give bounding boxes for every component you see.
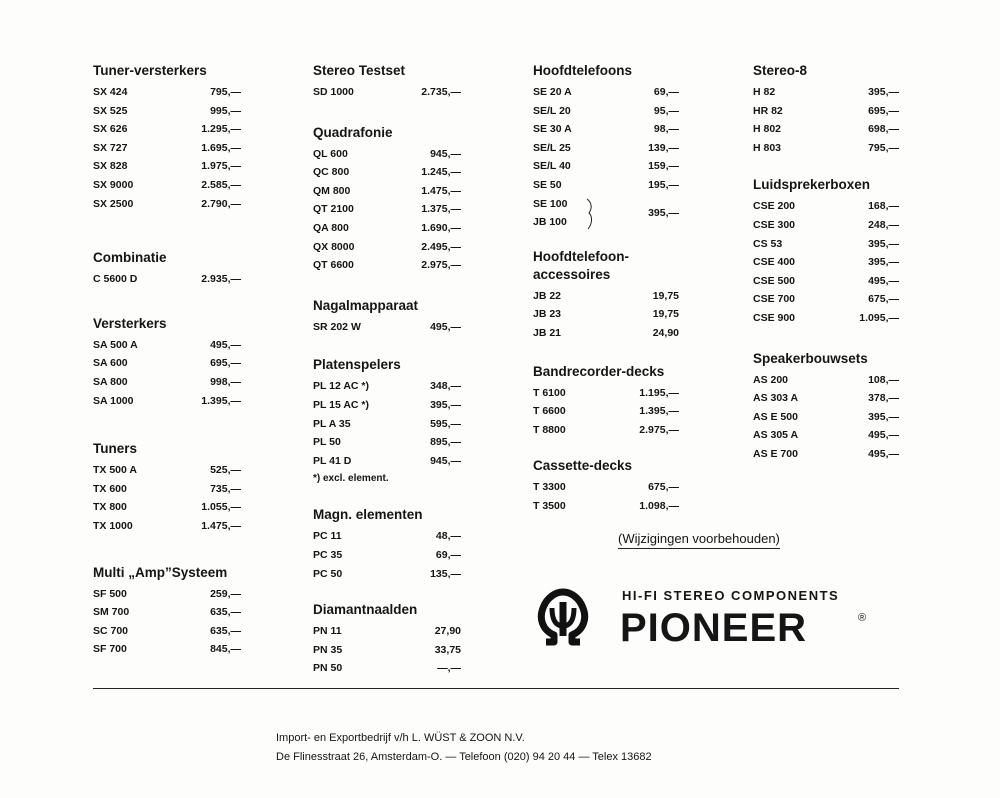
model-name: AS 200 xyxy=(753,373,789,386)
section-tuner-versterkers xyxy=(93,62,241,213)
price-row xyxy=(533,305,679,324)
price-row xyxy=(533,287,679,306)
price-row xyxy=(533,176,679,195)
section-title: Tuners xyxy=(93,441,138,457)
price: 2.935,— xyxy=(201,273,241,286)
price: 1.055,— xyxy=(201,501,241,514)
price-row xyxy=(313,546,461,565)
brand-tagline: HI-FI STEREO COMPONENTS xyxy=(622,588,840,603)
model-name: SE 20 A xyxy=(533,86,572,98)
price-row xyxy=(93,336,241,355)
price-row xyxy=(313,219,461,238)
section-cassette-decks xyxy=(533,457,679,515)
section-hoofdtelefoons xyxy=(533,62,679,232)
price: 259,— xyxy=(210,587,241,600)
model-name: TX 800 xyxy=(93,501,127,514)
price-row xyxy=(313,83,461,102)
price-row xyxy=(313,145,461,164)
price-row xyxy=(753,272,899,291)
model-name: JB 21 xyxy=(533,326,562,339)
section-title: Versterkers xyxy=(93,315,167,331)
price: 69,— xyxy=(435,548,461,561)
price: 495,— xyxy=(868,429,899,442)
column-4 xyxy=(753,62,899,486)
price-row xyxy=(93,461,241,480)
section-title: Hoofdtelefoons xyxy=(533,63,632,78)
brace-icon xyxy=(585,198,595,230)
model-name: SR 202 W xyxy=(313,320,361,333)
model-name: PC 50 xyxy=(313,567,343,580)
price: 1.295,— xyxy=(201,123,241,136)
price: 595,— xyxy=(430,417,461,430)
model-name: CSE 300 xyxy=(753,218,796,231)
section-luidsprekerboxen xyxy=(753,176,899,327)
column-3 xyxy=(533,62,679,538)
model-name: T 6100 xyxy=(533,386,566,399)
model-name: SE/L 40 xyxy=(533,160,571,173)
model-name: PN 11 xyxy=(313,625,342,638)
model-name: SX 626 xyxy=(93,123,128,136)
price: 135,— xyxy=(430,567,461,580)
price: 675,— xyxy=(868,293,899,306)
price-row xyxy=(753,445,899,464)
price: 635,— xyxy=(210,624,241,637)
price-row xyxy=(93,517,241,536)
price: 1.098,— xyxy=(639,499,679,512)
model-name: SA 800 xyxy=(93,375,128,388)
price: 1.095,— xyxy=(859,311,899,324)
model-name: H 802 xyxy=(753,123,782,136)
model-name: T 3500 xyxy=(533,499,566,512)
price-row xyxy=(313,396,461,415)
price: 525,— xyxy=(210,464,241,477)
price: 795,— xyxy=(210,86,241,98)
price: 27,90 xyxy=(434,625,461,638)
model-name: QT 2100 xyxy=(313,203,354,216)
model-name: JB 100 xyxy=(533,216,567,229)
model-name: SE 30 A xyxy=(533,123,572,136)
price-row xyxy=(93,392,241,411)
price-row xyxy=(753,197,899,216)
model-name: SF 700 xyxy=(93,643,127,656)
price: 945,— xyxy=(430,147,461,160)
model-name: QC 800 xyxy=(313,166,350,179)
section-title: Platenspelers xyxy=(313,357,401,373)
price-row xyxy=(313,641,461,660)
model-name: SD 1000 xyxy=(313,86,354,98)
model-name: CSE 700 xyxy=(753,293,796,306)
price-row xyxy=(93,176,241,195)
model-name: AS E 700 xyxy=(753,447,798,460)
price-row xyxy=(533,139,679,158)
price: 1.695,— xyxy=(201,141,241,154)
section-magn-elementen xyxy=(313,506,461,583)
price-row xyxy=(753,139,899,158)
price: 348,— xyxy=(430,380,461,393)
section-versterkers xyxy=(93,315,241,410)
section-title: Cassette-decks xyxy=(533,458,633,474)
price-row xyxy=(753,253,899,272)
price: 998,— xyxy=(210,375,241,388)
price: 195,— xyxy=(648,178,679,191)
price-row xyxy=(93,120,241,139)
model-name: SF 500 xyxy=(93,587,127,600)
price-row xyxy=(93,622,241,641)
model-name: PN 35 xyxy=(313,643,343,656)
price-row xyxy=(753,235,899,254)
model-name: SA 500 A xyxy=(93,338,138,351)
price-row xyxy=(313,659,461,678)
price: 95,— xyxy=(653,104,679,117)
model-name: PL 12 AC *) xyxy=(313,380,370,393)
price: 395,— xyxy=(868,86,899,98)
brand-wordmark: PIONEER xyxy=(620,606,808,650)
price-row xyxy=(533,120,679,139)
model-name: SE 100 xyxy=(533,197,568,210)
section-tuners xyxy=(93,440,241,535)
section-title-line1: Hoofdtelefoon- xyxy=(533,248,629,264)
price-row xyxy=(313,415,461,434)
section-title: Nagalmapparaat xyxy=(313,297,419,313)
column-1 xyxy=(93,62,241,681)
price-row xyxy=(753,120,899,139)
price: 48,— xyxy=(435,530,461,543)
model-name: AS 303 A xyxy=(753,392,799,405)
section-speakerbouwsets xyxy=(753,350,899,464)
price-row xyxy=(93,270,241,289)
price: 695,— xyxy=(210,357,241,370)
footer-importer: Import- en Exportbedrijf v/h L. WÜST & ZOON N.V. xyxy=(276,732,525,744)
price-row xyxy=(753,309,899,328)
model-name: SX 2500 xyxy=(93,197,134,210)
model-name: TX 600 xyxy=(93,482,127,495)
price-row xyxy=(313,377,461,396)
price: 1.690,— xyxy=(421,221,461,234)
model-name: PL 15 AC *) xyxy=(313,398,370,411)
price-row xyxy=(93,195,241,214)
price-row xyxy=(93,157,241,176)
group-price: 395,— xyxy=(648,206,679,219)
price-row xyxy=(93,373,241,392)
model-name: SA 600 xyxy=(93,357,128,370)
model-name: PC 11 xyxy=(313,530,342,543)
model-name: AS E 500 xyxy=(753,410,798,423)
section-title: Combinatie xyxy=(93,250,167,266)
price: 495,— xyxy=(868,447,899,460)
change-disclaimer: (Wijzigingen voorbehouden) xyxy=(618,531,780,549)
price: 395,— xyxy=(430,398,461,411)
model-name: SC 700 xyxy=(93,624,129,637)
price-row xyxy=(93,603,241,622)
model-name: TX 500 A xyxy=(93,464,137,477)
price: 33,75 xyxy=(434,643,461,656)
price-row xyxy=(93,102,241,121)
price-row xyxy=(313,565,461,584)
model-name: CSE 900 xyxy=(753,311,796,324)
model-name: CS 53 xyxy=(753,237,783,250)
price: 395,— xyxy=(868,410,899,423)
model-name: TX 1000 xyxy=(93,519,133,532)
price: 19,75 xyxy=(652,289,679,302)
price: 395,— xyxy=(868,237,899,250)
section-title: Multi „Amp”Systeem xyxy=(93,564,228,580)
price-row xyxy=(753,426,899,445)
price-row xyxy=(753,408,899,427)
model-name: T 3300 xyxy=(533,481,566,494)
model-name: SX 828 xyxy=(93,160,128,173)
section-title: Stereo Testset xyxy=(313,63,406,78)
price-row xyxy=(313,200,461,219)
model-name: CSE 200 xyxy=(753,200,796,213)
price: 735,— xyxy=(210,482,241,495)
price-row xyxy=(753,83,899,102)
model-name: QT 6600 xyxy=(313,259,354,272)
price: 1.395,— xyxy=(201,394,241,407)
price-row xyxy=(753,290,899,309)
price-row xyxy=(313,433,461,452)
section-bandrecorder-decks xyxy=(533,363,679,440)
section-title: Magn. elementen xyxy=(313,507,423,523)
price-row xyxy=(93,480,241,499)
price: 395,— xyxy=(868,256,899,269)
model-name: SA 1000 xyxy=(93,394,134,407)
price-row xyxy=(313,182,461,201)
price-row xyxy=(93,585,241,604)
price: —,— xyxy=(437,662,461,675)
section-title: Quadrafonie xyxy=(313,124,393,140)
model-name: JB 23 xyxy=(533,308,562,321)
price-row xyxy=(313,238,461,257)
grouped-models xyxy=(533,195,679,232)
price: 69,— xyxy=(653,86,679,98)
price-row xyxy=(533,102,679,121)
price: 1.245,— xyxy=(421,166,461,179)
price: 845,— xyxy=(210,643,241,656)
price-row xyxy=(313,527,461,546)
section-title-line2: accessoires xyxy=(533,266,611,282)
price-row xyxy=(313,452,461,471)
price-row xyxy=(533,83,679,102)
footnote: *) excl. element. xyxy=(313,473,389,485)
section-title: Diamantnaalden xyxy=(313,602,418,618)
price: 695,— xyxy=(868,104,899,117)
section-platenspelers xyxy=(313,356,461,488)
price-row xyxy=(533,402,679,421)
price: 2.735,— xyxy=(421,86,461,98)
model-name: PL A 35 xyxy=(313,417,351,430)
model-name: JB 22 xyxy=(533,289,562,302)
price: 24,90 xyxy=(652,326,679,339)
footer-divider xyxy=(93,688,899,689)
model-name: SX 727 xyxy=(93,141,128,154)
section-title: Speakerbouwsets xyxy=(753,350,868,366)
model-name: PN 50 xyxy=(313,662,343,675)
model-name: C 5600 D xyxy=(93,273,138,286)
model-name: PL 50 xyxy=(313,436,341,449)
price-row xyxy=(753,216,899,235)
section-stereo-8 xyxy=(753,62,899,157)
model-name: CSE 500 xyxy=(753,274,796,287)
model-name: HR 82 xyxy=(753,104,783,117)
model-name: QA 800 xyxy=(313,221,349,234)
section-quadrafonie xyxy=(313,124,461,275)
price-row xyxy=(533,478,679,497)
price: 19,75 xyxy=(652,308,679,321)
price: 1.975,— xyxy=(201,160,241,173)
price-row xyxy=(93,354,241,373)
column-2 xyxy=(313,62,461,700)
section-combinatie xyxy=(93,249,241,289)
price-row xyxy=(93,139,241,158)
price: 2.975,— xyxy=(639,423,679,436)
footer-address: De Flinesstraat 26, Amsterdam-O. — Telefoon (020) 94 20 44 — Telex 13682 xyxy=(276,751,652,763)
model-name: PC 35 xyxy=(313,548,343,561)
price-row xyxy=(93,83,241,102)
price: 159,— xyxy=(648,160,679,173)
price-row xyxy=(533,421,679,440)
section-hoofdtelefoon-accessoires xyxy=(533,248,679,343)
price: 698,— xyxy=(868,123,899,136)
section-multi-amp xyxy=(93,564,241,659)
price: 1.195,— xyxy=(639,386,679,399)
price-row xyxy=(313,163,461,182)
model-name: SX 424 xyxy=(93,86,128,98)
price: 895,— xyxy=(430,436,461,449)
price: 795,— xyxy=(868,141,899,154)
price-row xyxy=(313,256,461,275)
price: 2.585,— xyxy=(201,178,241,191)
model-name: QM 800 xyxy=(313,184,351,197)
price: 1.475,— xyxy=(201,519,241,532)
price-row xyxy=(533,497,679,516)
price-row xyxy=(313,622,461,641)
price: 2.790,— xyxy=(201,197,241,210)
price: 98,— xyxy=(653,123,679,136)
price-row xyxy=(533,324,679,343)
price: 108,— xyxy=(868,373,899,386)
section-diamantnaalden xyxy=(313,601,461,678)
model-name: T 8800 xyxy=(533,423,566,436)
price: 995,— xyxy=(210,104,241,117)
price-row xyxy=(753,371,899,390)
price-row xyxy=(93,498,241,517)
model-name: PL 41 D xyxy=(313,454,352,467)
section-title: Tuner-versterkers xyxy=(93,63,207,78)
price: 2.495,— xyxy=(421,240,461,253)
price-row xyxy=(93,640,241,659)
price: 139,— xyxy=(648,141,679,154)
model-name: H 803 xyxy=(753,141,782,154)
price-row xyxy=(533,384,679,403)
price: 2.975,— xyxy=(421,259,461,272)
section-title: Bandrecorder-decks xyxy=(533,363,665,379)
model-name: H 82 xyxy=(753,86,776,98)
model-name: T 6600 xyxy=(533,405,566,418)
price-row xyxy=(533,157,679,176)
model-name: SX 525 xyxy=(93,104,128,117)
price: 675,— xyxy=(648,481,679,494)
price: 168,— xyxy=(868,200,899,213)
model-name: CSE 400 xyxy=(753,256,796,269)
price: 495,— xyxy=(430,320,461,333)
section-title: Stereo-8 xyxy=(753,63,808,78)
price: 1.475,— xyxy=(421,184,461,197)
section-title: Luidsprekerboxen xyxy=(753,177,871,193)
model-name: SE 50 xyxy=(533,178,562,191)
price: 1.395,— xyxy=(639,405,679,418)
price: 945,— xyxy=(430,454,461,467)
section-nagalmapparaat xyxy=(313,297,461,337)
price-row xyxy=(753,389,899,408)
price: 248,— xyxy=(868,218,899,231)
price: 1.375,— xyxy=(421,203,461,216)
model-name: SE/L 20 xyxy=(533,104,571,117)
price-row xyxy=(313,318,461,337)
price-row xyxy=(753,102,899,121)
model-name: QL 600 xyxy=(313,147,348,160)
model-name: SM 700 xyxy=(93,606,130,619)
pioneer-logo-icon xyxy=(534,588,592,646)
model-name: SX 9000 xyxy=(93,178,134,191)
price: 378,— xyxy=(868,392,899,405)
registered-mark: ® xyxy=(858,612,867,624)
model-name: AS 305 A xyxy=(753,429,799,442)
price: 495,— xyxy=(868,274,899,287)
section-stereo-testset xyxy=(313,62,461,102)
price: 635,— xyxy=(210,606,241,619)
model-name: QX 8000 xyxy=(313,240,355,253)
model-name: SE/L 25 xyxy=(533,141,571,154)
price: 495,— xyxy=(210,338,241,351)
